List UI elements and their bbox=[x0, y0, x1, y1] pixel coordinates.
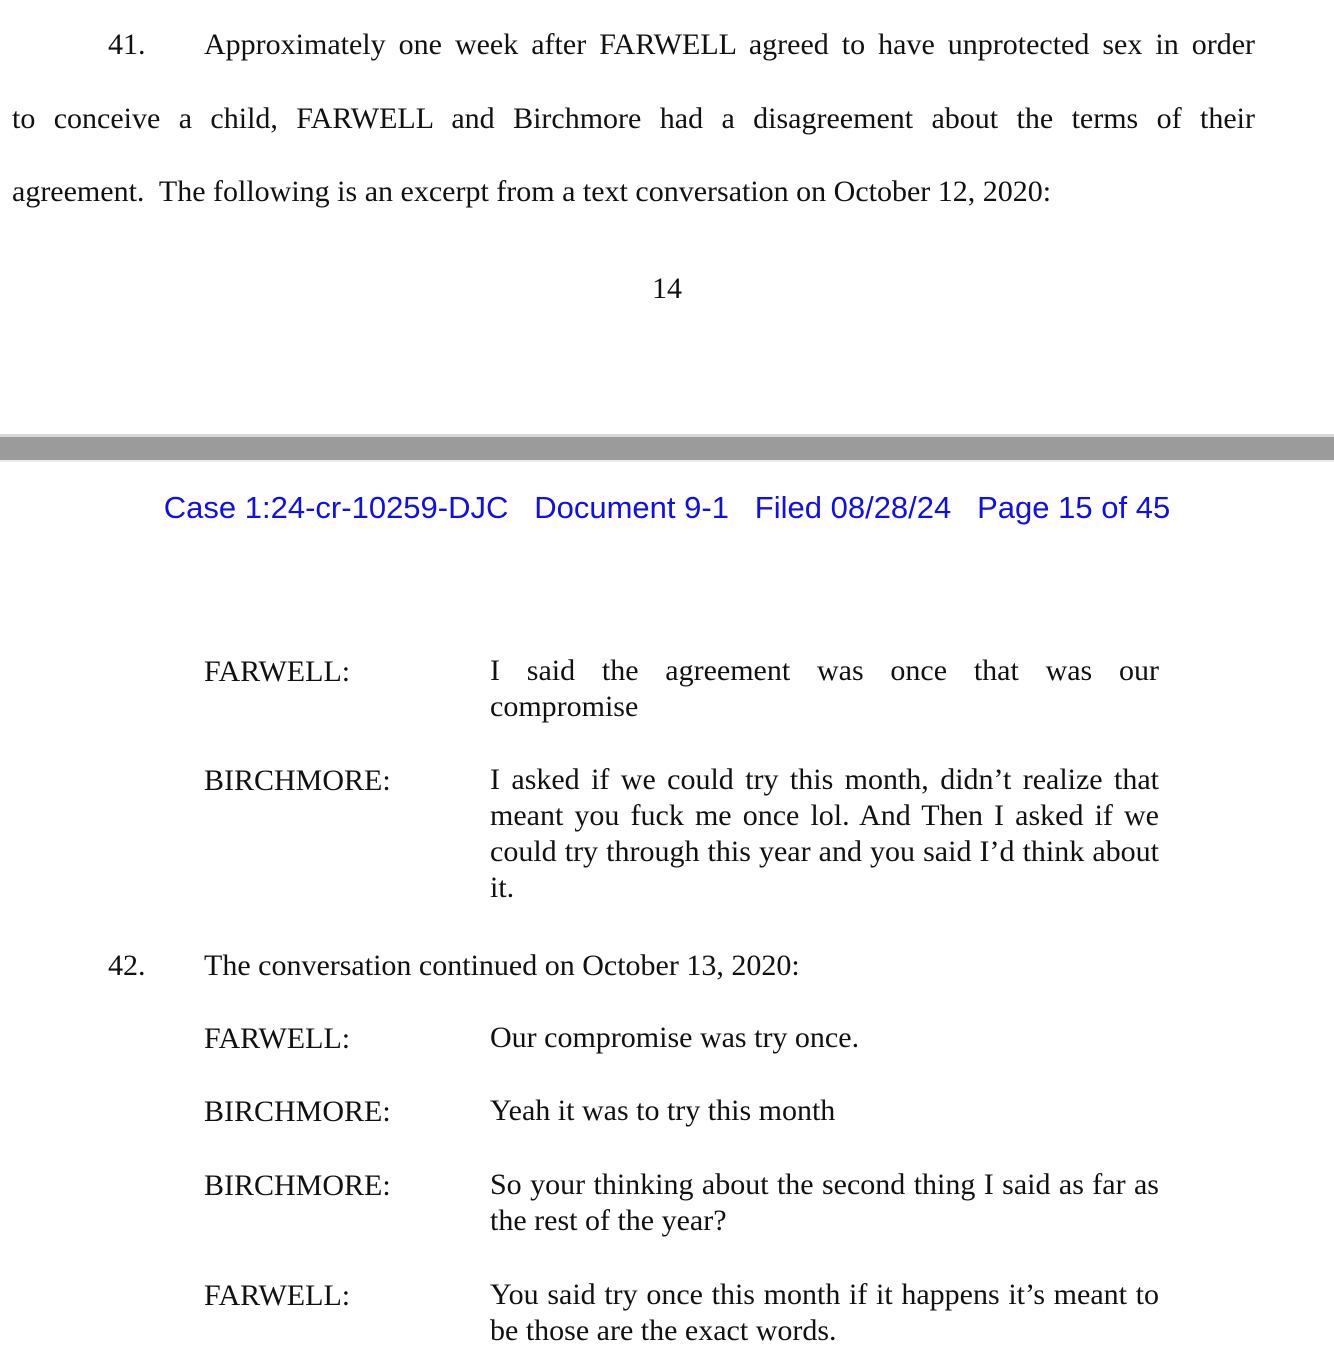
page-separator bbox=[0, 434, 1334, 462]
speaker-label: BIRCHMORE: bbox=[204, 764, 391, 797]
paragraph-42-text: The conversation continued on October 13, 2020: bbox=[204, 949, 800, 982]
message-text: Our compromise was try once. bbox=[490, 1021, 860, 1054]
case-header bbox=[0, 492, 1334, 523]
page-number: 14 bbox=[652, 272, 682, 305]
case-number: Case 1:24-cr-10259-DJC bbox=[163, 490, 509, 525]
speaker-label: FARWELL: bbox=[204, 1279, 351, 1312]
message-text: I asked if we could try this month, didn’t realize that meant you fuck me once lol. And Then I asked if we could try through this year and you said I’d think about it. bbox=[490, 763, 1159, 904]
message-text: You said try once this month if it happens it’s meant to be those are the exact words. bbox=[490, 1278, 1159, 1347]
paragraph-41-line-3: agreement. The following is an excerpt from a text conversation on October 12, 2020: bbox=[12, 175, 1052, 208]
paragraph-41-line-1: Approximately one week after FARWELL agreed to have unprotected sex in order bbox=[204, 28, 1255, 61]
paragraph-41-line-2: to conceive a child, FARWELL and Birchmore had a disagreement about the terms of their bbox=[12, 102, 1255, 135]
paragraph-number-41: 41. bbox=[108, 28, 146, 61]
speaker-label: FARWELL: bbox=[204, 655, 351, 688]
page-indicator: Page 15 of 45 bbox=[977, 490, 1171, 525]
message-text: Yeah it was to try this month bbox=[490, 1094, 836, 1127]
speaker-label: BIRCHMORE: bbox=[204, 1095, 391, 1128]
document-number: Document 9-1 bbox=[534, 490, 729, 525]
filed-date: Filed 08/28/24 bbox=[754, 490, 952, 525]
message-text: I said the agreement was once that was our compromise bbox=[490, 654, 1159, 723]
message-text: So your thinking about the second thing I said as far as the rest of the year? bbox=[490, 1168, 1159, 1237]
speaker-label: BIRCHMORE: bbox=[204, 1169, 391, 1202]
speaker-label: FARWELL: bbox=[204, 1022, 351, 1055]
paragraph-number-42: 42. bbox=[108, 949, 146, 982]
